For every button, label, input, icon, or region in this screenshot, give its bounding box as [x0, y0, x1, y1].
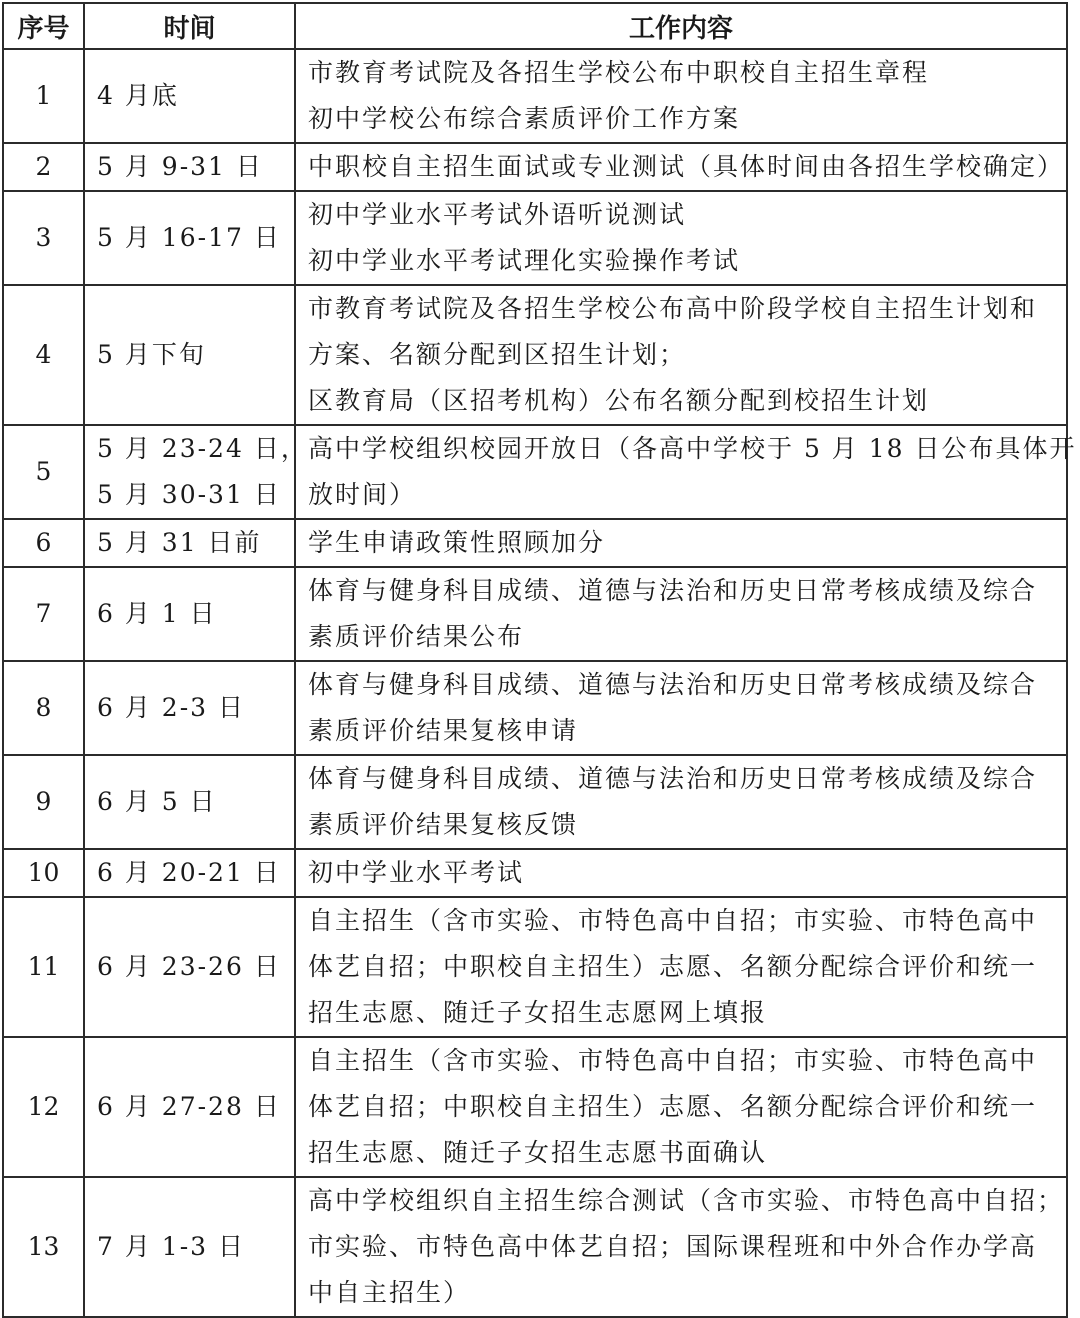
work-line: 初中学业水平考试 [308, 858, 525, 887]
row-work-content [295, 1037, 1067, 1177]
row-serial-number: 8 [3, 661, 84, 755]
row-time [84, 519, 295, 567]
time-line: 6 月 27-28 日 [97, 1092, 281, 1121]
time-line: 7 月 1-3 日 [97, 1232, 246, 1261]
row-serial-number: 3 [3, 191, 84, 285]
work-line: 自主招生（含市实验、市特色高中自招；市实验、市特色高中 [308, 1046, 1038, 1075]
row-time [84, 285, 295, 425]
row-work-content [295, 143, 1067, 191]
row-serial-number: 6 [3, 519, 84, 567]
row-time [84, 661, 295, 755]
work-line: 学生申请政策性照顾加分 [308, 528, 606, 557]
work-line: 区教育局（区招考机构）公布名额分配到校招生计划 [308, 386, 930, 415]
work-line: 市教育考试院及各招生学校公布高中阶段学校自主招生计划和 [308, 294, 1038, 323]
work-line: 体育与健身科目成绩、道德与法治和历史日常考核成绩及综合 [308, 764, 1038, 793]
header-work-content: 工作内容 [295, 3, 1067, 49]
header-time: 时间 [84, 3, 295, 49]
row-work-content [295, 661, 1067, 755]
work-line: 招生志愿、随迁子女招生志愿书面确认 [308, 1138, 768, 1167]
row-work-content [295, 519, 1067, 567]
time-line: 6 月 23-26 日 [97, 952, 281, 981]
row-time [84, 897, 295, 1037]
row-serial-number: 11 [3, 897, 84, 1037]
work-line: 市实验、市特色高中体艺自招；国际课程班和中外合作办学高 [308, 1232, 1038, 1261]
table-row [3, 755, 1067, 849]
work-line: 初中学校公布综合素质评价工作方案 [308, 104, 741, 133]
time-line: 5 月下旬 [97, 340, 206, 369]
work-line: 放时间） [308, 480, 417, 509]
row-time [84, 425, 308, 519]
table-row [3, 1177, 1067, 1317]
time-line: 5 月 31 日前 [97, 528, 262, 557]
work-line: 体艺自招；中职校自主招生）志愿、名额分配综合评价和统一 [308, 952, 1038, 981]
row-work-content [295, 425, 1077, 519]
row-work-content [295, 285, 1067, 425]
work-line: 体艺自招；中职校自主招生）志愿、名额分配综合评价和统一 [308, 1092, 1038, 1121]
row-serial-number: 9 [3, 755, 84, 849]
table-row [3, 849, 1067, 897]
time-line: 6 月 20-21 日 [97, 858, 281, 887]
time-line: 6 月 5 日 [97, 787, 217, 816]
work-line: 初中学业水平考试外语听说测试 [308, 200, 687, 229]
time-line: 5 月 23-24 日， [97, 434, 308, 463]
row-work-content [295, 897, 1067, 1037]
work-line: 招生志愿、随迁子女招生志愿网上填报 [308, 998, 768, 1027]
work-line: 高中学校组织校园开放日（各高中学校于 5 月 18 日公布具体开 [308, 434, 1077, 463]
time-line: 5 月 9-31 日 [97, 152, 263, 181]
table-header-row [3, 3, 1067, 49]
row-serial-number: 12 [3, 1037, 84, 1177]
row-time [84, 143, 295, 191]
table-row [3, 191, 1067, 285]
schedule-table-container [2, 2, 1077, 1318]
time-line: 6 月 1 日 [97, 599, 217, 628]
time-line: 5 月 16-17 日 [97, 223, 281, 252]
work-line: 自主招生（含市实验、市特色高中自招；市实验、市特色高中 [308, 906, 1038, 935]
row-time [84, 567, 295, 661]
row-time [84, 1177, 295, 1317]
work-line: 体育与健身科目成绩、道德与法治和历史日常考核成绩及综合 [308, 670, 1038, 699]
row-work-content [295, 191, 1067, 285]
row-time [84, 755, 295, 849]
row-serial-number: 5 [3, 425, 84, 519]
time-line: 5 月 30-31 日 [97, 480, 281, 509]
header-serial-number: 序号 [3, 3, 84, 49]
table-row [3, 519, 1067, 567]
work-line: 初中学业水平考试理化实验操作考试 [308, 246, 741, 275]
table-row [3, 49, 1067, 143]
row-serial-number: 4 [3, 285, 84, 425]
time-line: 4 月底 [97, 81, 179, 110]
work-line: 市教育考试院及各招生学校公布中职校自主招生章程 [308, 58, 930, 87]
row-time [84, 49, 295, 143]
row-serial-number: 7 [3, 567, 84, 661]
row-serial-number: 10 [3, 849, 84, 897]
table-row [3, 1037, 1067, 1177]
table-row [3, 143, 1067, 191]
time-line: 6 月 2-3 日 [97, 693, 246, 722]
table-body [3, 49, 1077, 1317]
work-line: 高中学校组织自主招生综合测试（含市实验、市特色高中自招； [308, 1186, 1065, 1215]
table-row [3, 567, 1067, 661]
work-line: 素质评价结果复核反馈 [308, 810, 579, 839]
work-line: 素质评价结果公布 [308, 622, 525, 651]
row-serial-number: 2 [3, 143, 84, 191]
row-work-content [295, 49, 1067, 143]
work-line: 中自主招生） [308, 1278, 471, 1307]
row-work-content [295, 1177, 1067, 1317]
row-serial-number: 13 [3, 1177, 84, 1317]
row-time [84, 849, 295, 897]
table-row [3, 425, 1067, 519]
table-row [3, 285, 1067, 425]
row-serial-number: 1 [3, 49, 84, 143]
work-line: 体育与健身科目成绩、道德与法治和历史日常考核成绩及综合 [308, 576, 1038, 605]
table-row [3, 897, 1067, 1037]
schedule-table [2, 2, 1077, 1318]
row-work-content [295, 567, 1067, 661]
row-work-content [295, 849, 1067, 897]
work-line: 素质评价结果复核申请 [308, 716, 579, 745]
row-time [84, 1037, 295, 1177]
table-row [3, 661, 1067, 755]
work-line: 方案、名额分配到区招生计划； [308, 340, 687, 369]
work-line: 中职校自主招生面试或专业测试（具体时间由各招生学校确定） [308, 152, 1065, 181]
row-work-content [295, 755, 1067, 849]
row-time [84, 191, 295, 285]
